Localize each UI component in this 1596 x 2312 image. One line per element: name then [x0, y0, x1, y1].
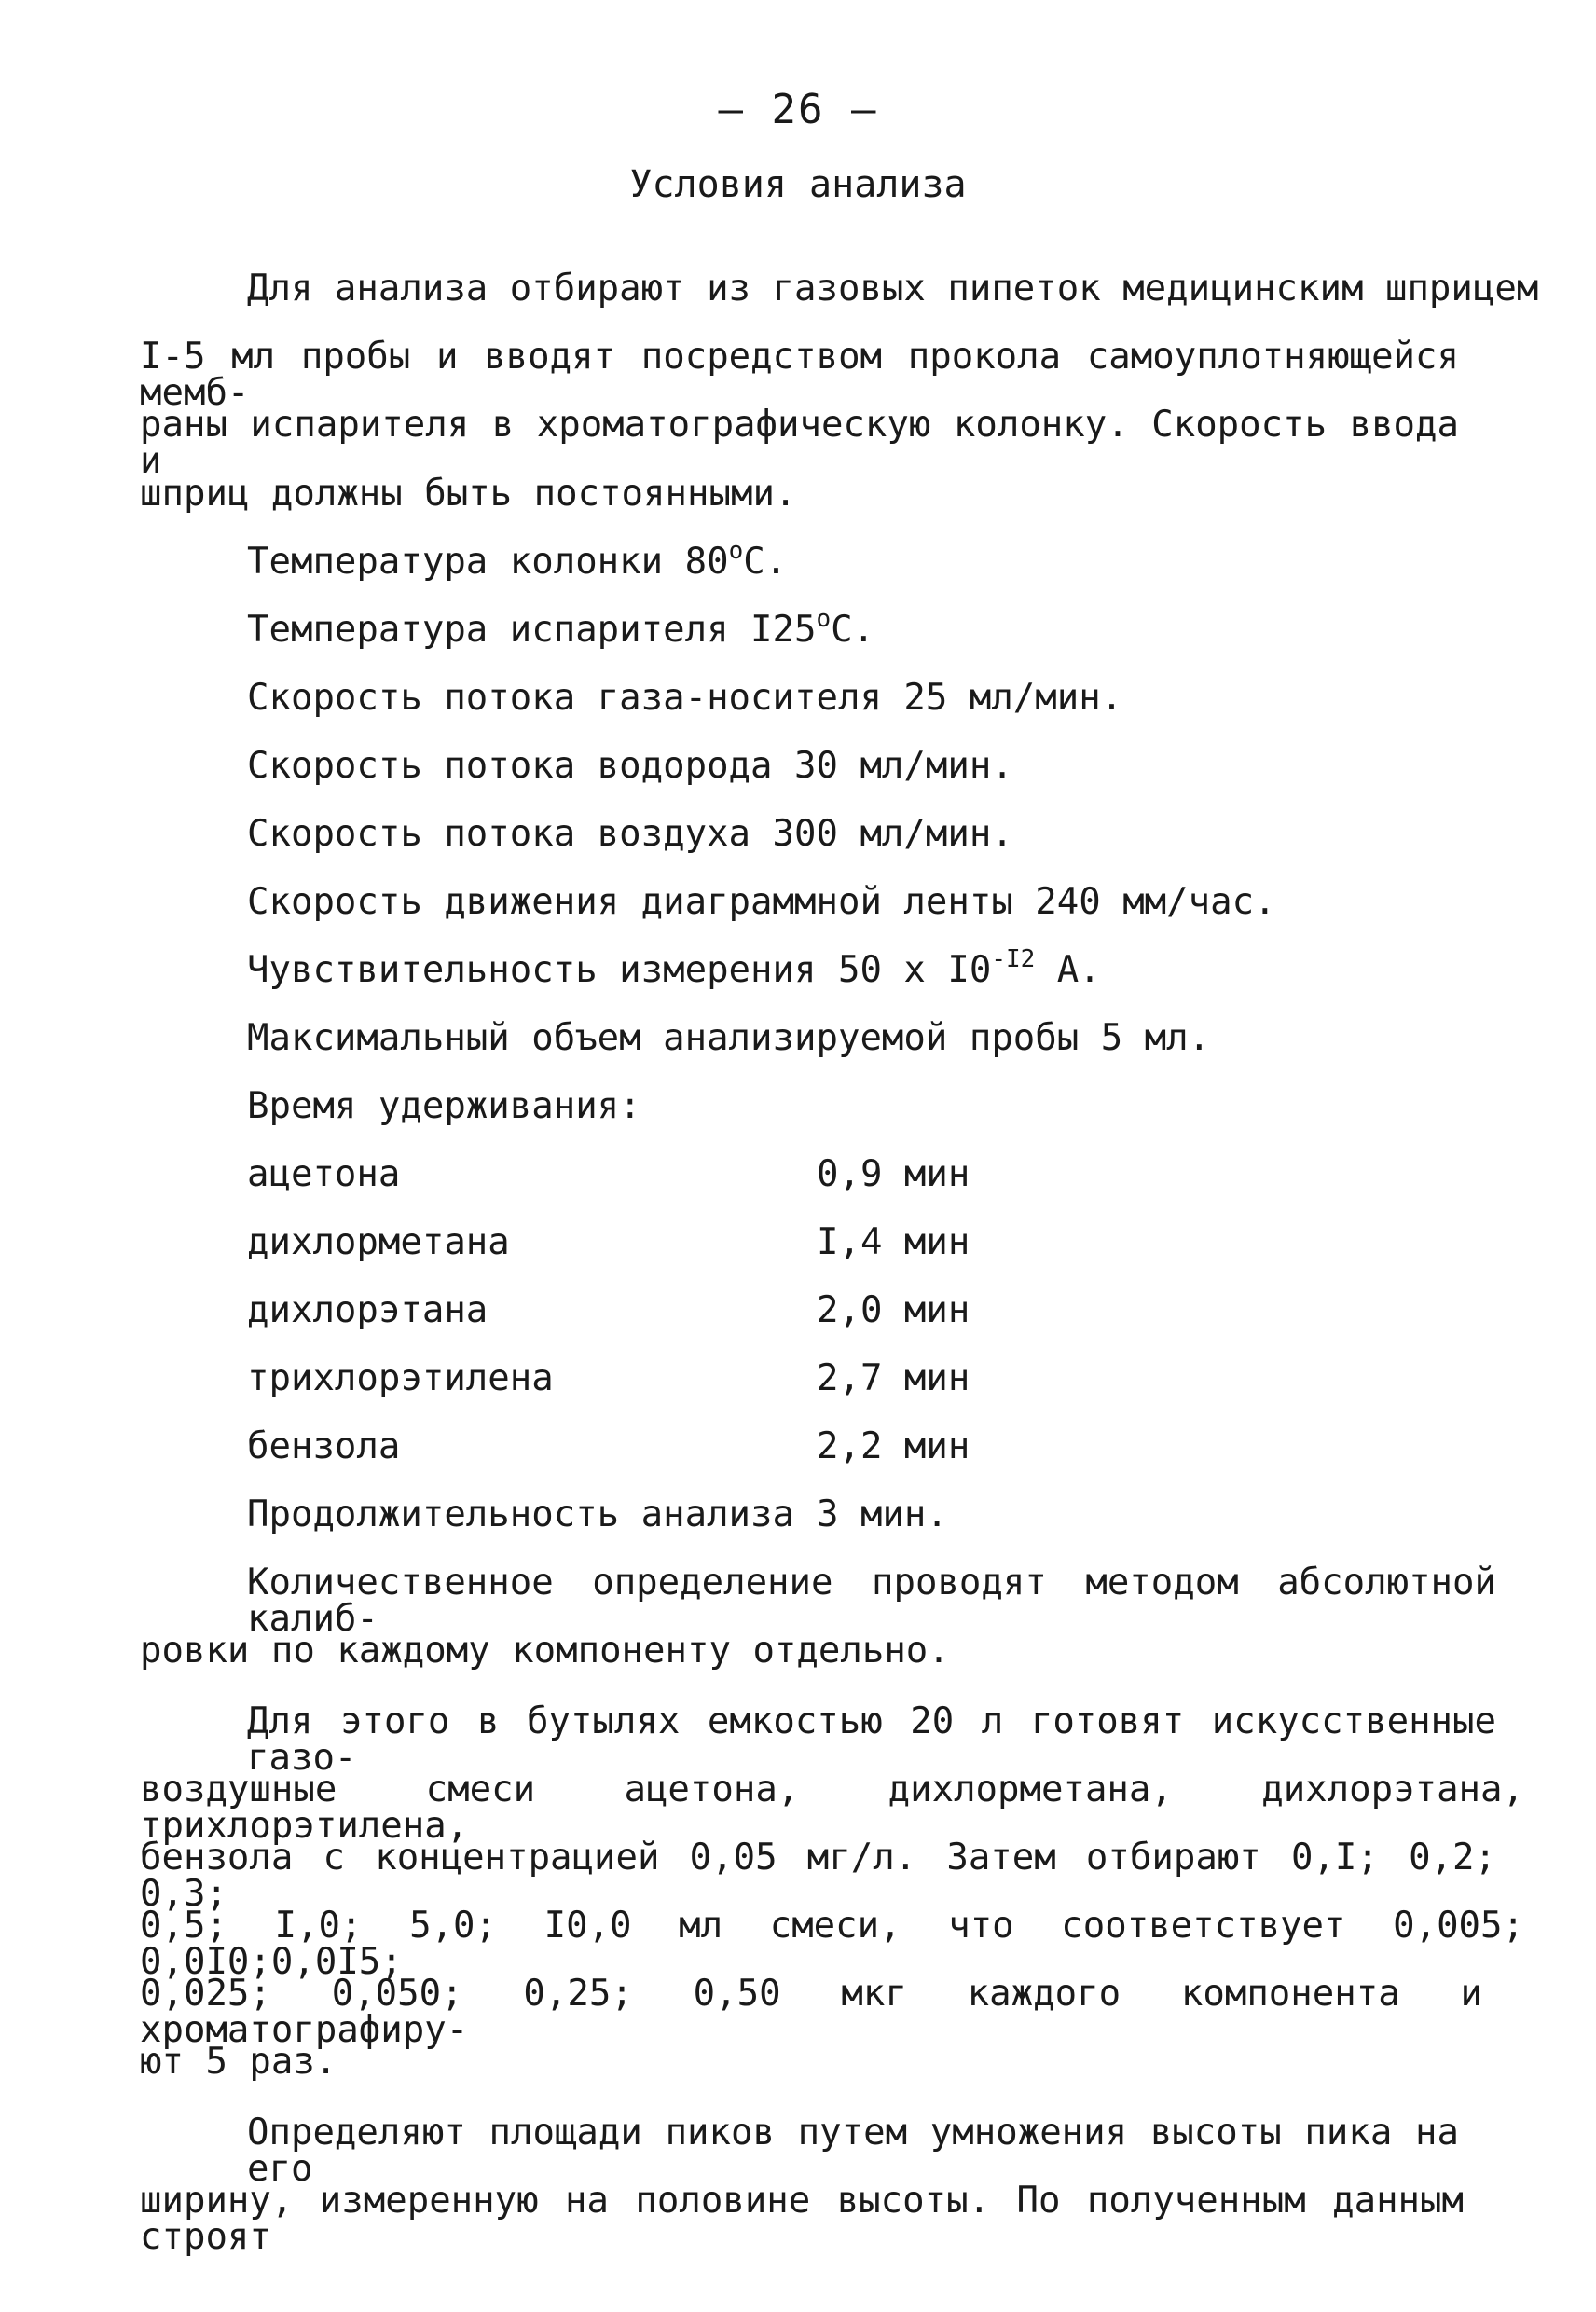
column-temperature-degree: о — [728, 537, 744, 565]
retention-compound: дихлорэтана — [247, 1289, 488, 1331]
intro-line-1: Для анализа отбирают из газовых пипеток медицинским шприцем — [247, 268, 1539, 310]
max-sample-volume: Максимальный объем анализируемой пробы 5 мл. — [247, 1017, 1211, 1059]
peak-line-2: ширину, измеренную на половине высоты. По полученным данным строят — [140, 2180, 1464, 2258]
evaporator-temperature-unit: С. — [831, 609, 875, 651]
sensitivity — [247, 945, 1101, 991]
prep-line-3: бензола с концентрацией 0,05 мг/л. Затем отбирают 0,I; 0,2; 0,3; — [140, 1837, 1496, 1915]
evaporator-temperature — [247, 605, 875, 651]
prep-line-6: ют 5 раз. — [140, 2041, 337, 2083]
sensitivity-label: Чувствительность измерения 50 х I0 — [247, 949, 992, 991]
retention-label: Время удерживания: — [247, 1085, 641, 1127]
analysis-duration-label: Продолжительность анализа — [247, 1493, 794, 1535]
retention-time: 2,0 мин — [817, 1289, 970, 1331]
retention-compound: бензола — [247, 1425, 401, 1467]
quant-line-1: Количественное определение проводят методом абсолютной калиб- — [247, 1562, 1496, 1640]
analysis-duration-value: 3 мин. — [817, 1493, 948, 1535]
peak-line-1: Определяют площади пиков путем умножения высоты пика на его — [247, 2112, 1459, 2190]
retention-compound: ацетона — [247, 1153, 401, 1195]
intro-line-4: шприц должны быть постоянными. — [140, 473, 797, 515]
page-number: – 26 – — [718, 86, 878, 133]
prep-line-4: 0,5; I,0; 5,0; I0,0 мл смеси, что соответствует 0,005; 0,0I0;0,0I5; — [140, 1905, 1524, 1983]
evaporator-temperature-degree: о — [816, 605, 832, 633]
column-temperature-value: 80 — [684, 541, 729, 583]
retention-compound: дихлорметана — [247, 1221, 510, 1263]
retention-time: 0,9 мин — [817, 1153, 970, 1195]
intro-line-2: I-5 мл пробы и вводят посредством прокола самоуплотняющейся мемб- — [140, 336, 1459, 414]
quant-line-2: ровки по каждому компоненту отдельно. — [140, 1630, 950, 1672]
chart-speed: Скорость движения диаграммной ленты 240 мм/час. — [247, 881, 1276, 923]
hydrogen-flow: Скорость потока водорода 30 мл/мин. — [247, 745, 1013, 787]
retention-time: I,4 мин — [817, 1221, 970, 1263]
retention-compound: трихлорэтилена — [247, 1357, 554, 1399]
prep-line-5: 0,025; 0,050; 0,25; 0,50 мкг каждого компонента и хроматографиру- — [140, 1973, 1482, 2051]
column-temperature-unit: С. — [743, 541, 788, 583]
retention-time: 2,2 мин — [817, 1425, 970, 1467]
air-flow: Скорость потока воздуха 300 мл/мин. — [247, 813, 1013, 855]
prep-line-1: Для этого в бутылях емкостью 20 л готовят искусственные газо- — [247, 1700, 1496, 1779]
section-heading: Условия анализа — [629, 163, 967, 206]
column-temperature-label: Температура колонки — [247, 541, 664, 583]
evaporator-temperature-value: I25 — [750, 609, 817, 651]
retention-time: 2,7 мин — [817, 1357, 970, 1399]
evaporator-temperature-label: Температура испарителя — [247, 609, 729, 651]
sensitivity-exponent: -I2 — [991, 945, 1036, 973]
intro-line-3: раны испарителя в хроматографическую колонку. Скорость ввода и — [140, 404, 1459, 482]
sensitivity-unit: А. — [1035, 949, 1101, 991]
prep-line-2: воздушные смеси ацетона, дихлорметана, дихлорэтана, трихлорэтилена, — [140, 1768, 1524, 1847]
carrier-gas-flow: Скорость потока газа-носителя 25 мл/мин. — [247, 677, 1123, 719]
column-temperature — [247, 537, 788, 583]
